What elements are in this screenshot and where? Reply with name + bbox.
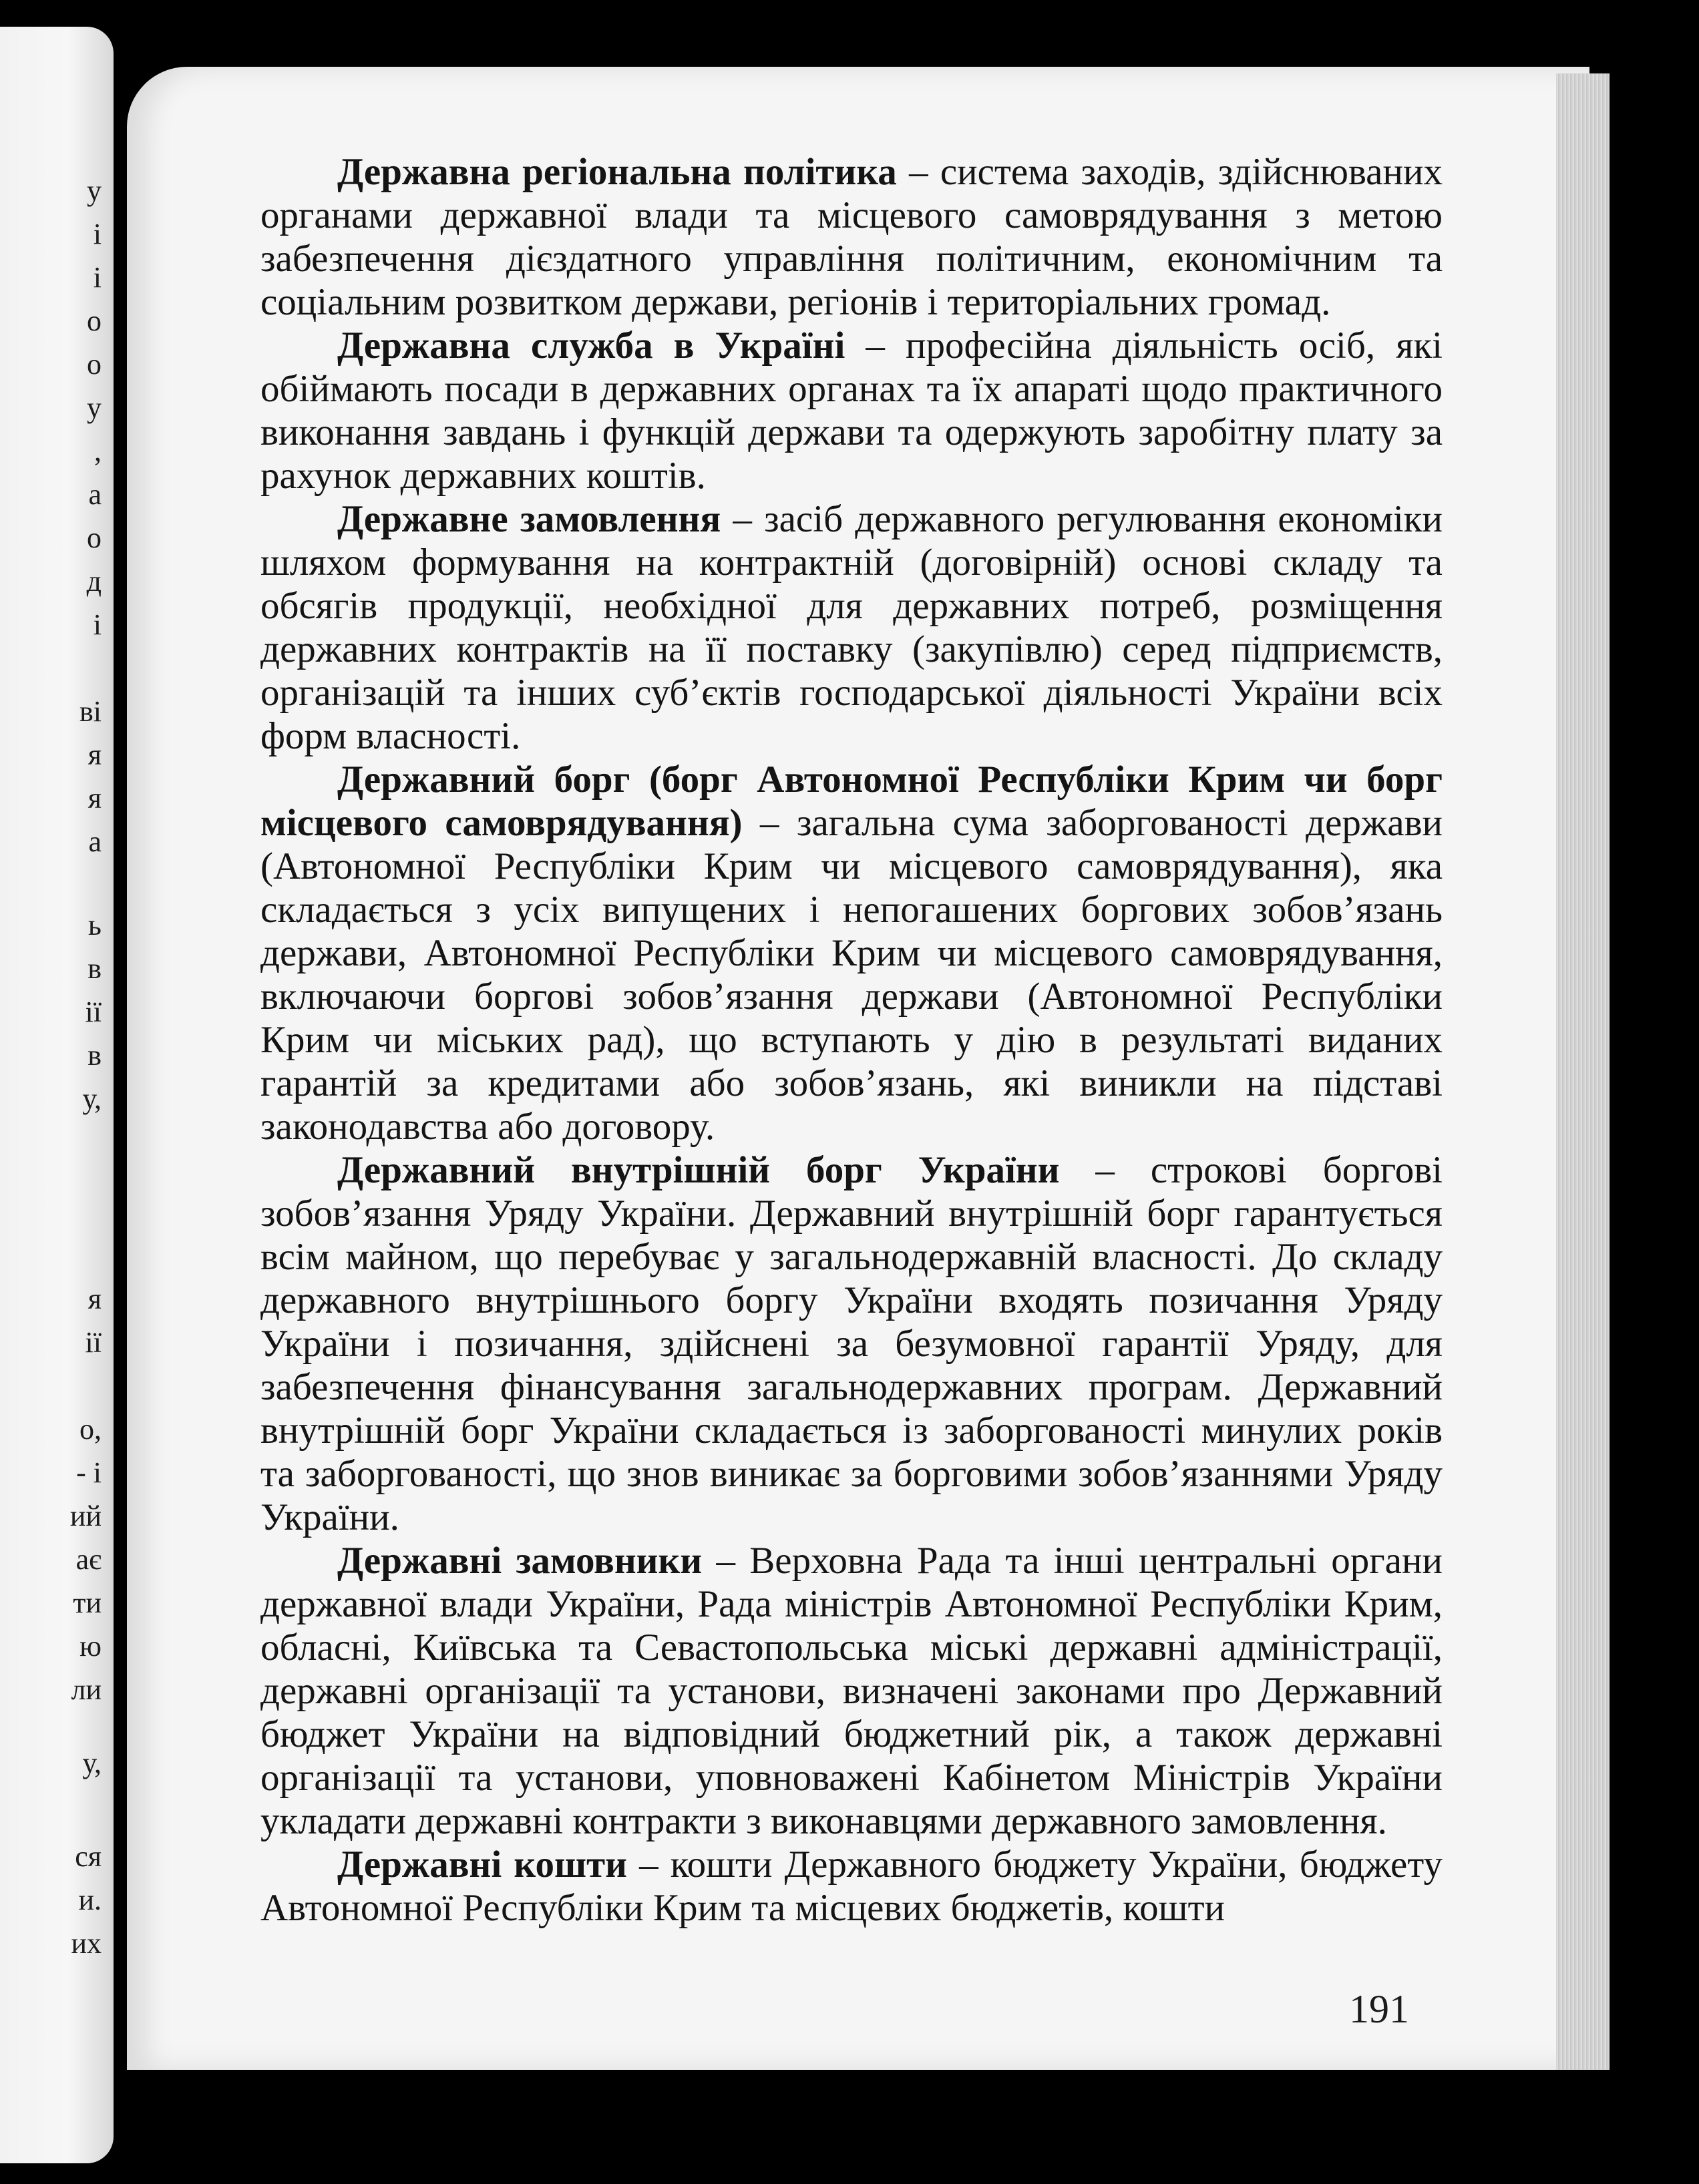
left-page-fragment: ві — [79, 695, 102, 728]
entry-definition: – професійна діяльність осіб, які обіймають посади в державних органах та їх апараті щодо практичного виконання завдань і функцій держави та одержують заробітну плату за рахунок державних коштів. — [260, 324, 1443, 497]
entry-term: Державна регіональна політика — [337, 151, 897, 193]
entry-definition: – система заходів, здійснюваних органами державної влади та місцевого самоврядування з метою забезпечення дієздатного управління політичним, економічним та соціальним розвитком держави, регіонів і територіальних громад. — [260, 151, 1443, 323]
page-number: 191 — [1349, 1987, 1409, 2031]
entry-definition: – засіб державного регулювання економіки шляхом формування на контрактній (договірній) основі складу та обсягів продукції, необхідної для державних потреб, розміщення державних контрактів на її поставку (закупівлю) серед підприємств, організацій та інших суб’єктів господарської діяльності України всіх форм власності. — [260, 498, 1443, 757]
glossary-entry — [260, 1539, 1443, 1843]
page-stack-edges — [1556, 73, 1610, 2070]
left-page-fragment: я — [87, 782, 102, 815]
left-page-fragment: в — [87, 1039, 102, 1072]
glossary-entry — [260, 1148, 1443, 1539]
left-page-fragment: - і — [76, 1456, 102, 1489]
left-page-fragment: і — [93, 608, 102, 641]
left-page-fragment: у — [87, 391, 102, 424]
glossary-entry — [260, 497, 1443, 758]
left-page-fragment: у, — [82, 1082, 102, 1115]
left-page-fragment: ий — [69, 1500, 102, 1532]
glossary-entry — [260, 150, 1443, 324]
left-page-fragment: ся — [75, 1840, 102, 1873]
left-page-fragment: о — [87, 521, 102, 554]
left-facing-page — [0, 27, 114, 2163]
left-page-fragment: ь — [87, 909, 102, 941]
left-page-fragment: в — [87, 952, 102, 985]
left-page-fragment: о — [87, 304, 102, 337]
left-page-fragment: у — [87, 174, 102, 207]
left-page-fragment: ії — [85, 1326, 102, 1359]
glossary-text — [260, 150, 1443, 1930]
left-page-fragment: о, — [79, 1413, 102, 1446]
left-page-fragment: і — [93, 261, 102, 294]
left-page-fragment: их — [71, 1927, 102, 1960]
left-page-fragment: ли — [71, 1673, 102, 1706]
left-page-fragment: о — [87, 348, 102, 381]
left-page-fragment: ю — [79, 1630, 102, 1663]
entry-term: Державний внутрішній борг України — [337, 1149, 1060, 1191]
left-page-fragment: ає — [75, 1543, 102, 1576]
entry-term: Державна служба в Україні — [337, 324, 845, 367]
left-page-fragment: я — [87, 1283, 102, 1315]
glossary-entry — [260, 324, 1443, 497]
entry-definition: – строкові боргові зобов’язання Уряду України. Державний внутрішній борг гарантується всім майном, що перебуває у загальнодержавній власності. До складу державного внутрішнього боргу України входять позичання Уряду України і позичання, здійснені за безумовної гарантії Уряду, для забезпечення фінансування загальнодержавних програм. Державний внутрішній борг України складається із заборгованості минулих років та заборгованості, що знов виникає за борговими зобов’язаннями Уряду України. — [260, 1149, 1443, 1538]
left-page-fragment: ти — [73, 1586, 102, 1619]
left-page-fragment: а — [88, 825, 102, 858]
left-page-fragment: д — [86, 565, 102, 598]
left-page-fragment: , — [94, 435, 102, 467]
glossary-entry — [260, 758, 1443, 1148]
left-page-fragment: ії — [85, 996, 102, 1028]
entry-term: Державні замовники — [337, 1540, 703, 1582]
entry-definition: – загальна сума заборгованості держави (Автономної Республіки Крим чи місцевого самоврядування), яка складається з усіх випущених і непогашених боргових зобов’язань держави, Автономної Республіки Крим чи місцевого самоврядування, включаючи боргові зобов’язання держави (Автономної Республіки Крим чи міських рад), що вступають у дію в результаті виданих гарантій за кредитами або зобов’язань, які виникли на підставі законодавства або договору. — [260, 802, 1443, 1148]
left-page-fragment: у, — [82, 1747, 102, 1779]
entry-term: Державне замовлення — [337, 498, 721, 540]
left-page-fragment: і — [93, 218, 102, 250]
entry-term: Державний борг (борг Автономної Республіки Крим чи борг місцевого самоврядування) — [260, 758, 1443, 844]
entry-term: Державні кошти — [337, 1843, 627, 1886]
left-page-fragment: я — [87, 738, 102, 771]
entry-definition: – кошти Державного бюджету України, бюджету Автономної Республіки Крим та місцевих бюджетів, кошти — [260, 1843, 1443, 1929]
left-page-fragment: и. — [78, 1884, 102, 1916]
entry-definition: – Верховна Рада та інші центральні органи державної влади України, Рада міністрів Автономної Республіки Крим, обласні, Київська та Севастопольська міські державні адміністрації, державні організації та установи, визначені законами про Державний бюджет України на відповідний бюджетний рік, а також державні організації та установи, уповноважені Кабінетом Міністрів України укладати державні контракти з виконавцями державного замовлення. — [260, 1540, 1443, 1842]
left-page-fragment: а — [88, 478, 102, 511]
glossary-entry — [260, 1843, 1443, 1930]
